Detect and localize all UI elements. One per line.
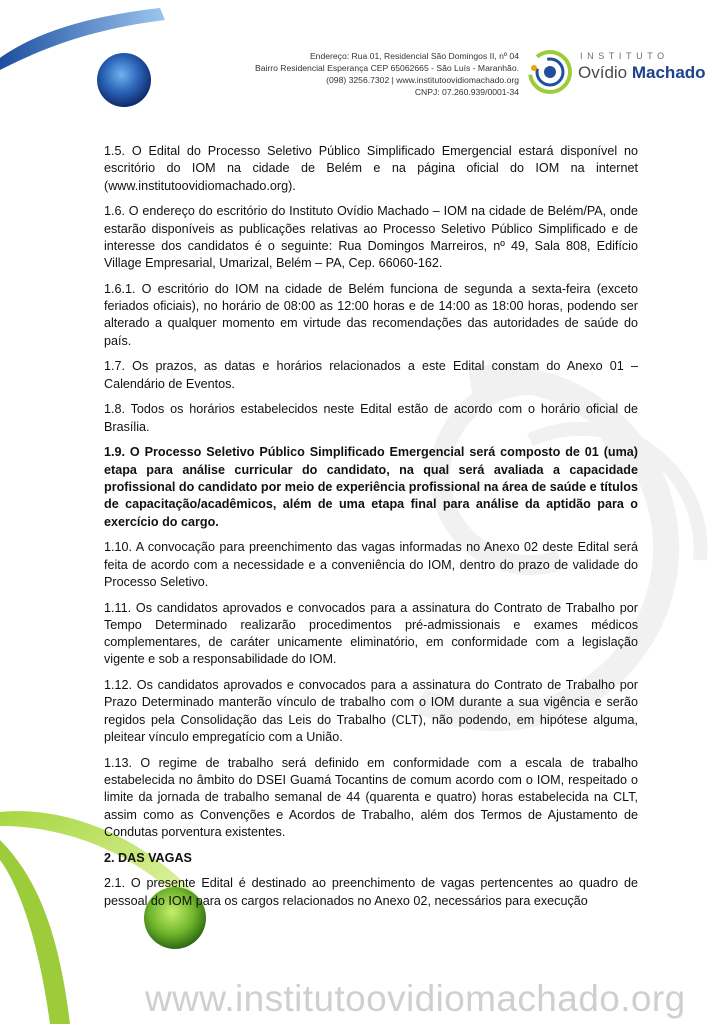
header-address	[189, 50, 519, 98]
paragraph-1-6-1: 1.6.1. O escritório do IOM na cidade de Belém funciona de segunda a sexta-feira (exceto feriados oficiais), no horário de 08:00 as 12:00 horas e de 14:00 as 18:00 horas, podendo ser alterado a qualquer momento em virtude das recomendações das autoridades de saúde do país.	[104, 281, 638, 348]
logo-name-word1: Ovídio	[578, 63, 632, 82]
section-title-vagas: 2. DAS VAGAS	[104, 850, 192, 865]
logo-name-word2: Machado	[631, 63, 706, 82]
paragraph-1-8: 1.8. Todos os horários estabelecidos neste Edital estão de acordo com o horário oficial de Brasília.	[104, 402, 638, 434]
footer-green-arc-lower	[0, 840, 70, 1024]
address-line-1: Endereço: Rua 01, Residencial São Domingos II, nº 04	[309, 51, 519, 61]
paragraph-1-9: 1.9. O Processo Seletivo Público Simplificado Emergencial será composto de 01 (uma) etapa para análise curricular do candidato, na qual será avaliada a capacidade profissional do candidato por meio de experiência profissional na área de saúde e títulos de capacitação/acadêmicos, além de uma etapa final para análise da aptidão para o exercício do cargo.	[104, 445, 638, 529]
address-line-3: (098) 3256.7302 | www.institutoovidiomachado.org	[326, 75, 519, 85]
paragraph-1-11: 1.11. Os candidatos aprovados e convocados para a assinatura do Contrato de Trabalho por Tempo Determinado realizarão procedimentos pré-admissionais e exames médicos complementares, de caráter unicamente eliminatório, em conformidade com a legislação vigente e sob a responsabilidade do IOM.	[104, 600, 638, 667]
paragraph-1-10: 1.10. A convocação para preenchimento das vagas informadas no Anexo 02 deste Edital será feita de acordo com a necessidade e a conveniência do IOM, dentro do prazo de validade do Processo Seletivo.	[104, 540, 638, 589]
paragraph-1-6: 1.6. O endereço do escritório do Instituto Ovídio Machado – IOM na cidade de Belém/PA, onde estarão disponíveis as publicações relativas ao Processo Seletivo Público Simplificado e de interesse dos candidatos é o seguinte: Rua Domingos Marreiros, nº 49, Sala 808, Edifício Village Empresarial, Umarizal, Belém – PA, Cep. 66060-162.	[104, 204, 638, 271]
footer-url-watermark: www.institutoovidiomachado.org	[145, 978, 686, 1019]
paragraph-1-12: 1.12. Os candidatos aprovados e convocados para a assinatura do Contrato de Trabalho por Prazo Determinado manterão vínculo de trabalho com o IOM durante a sua vigência e serão regidos pela Consolidação das Leis do Trabalho (CLT), não podendo, em hipótese alguma, pleitear vínculo empregatício com a União.	[104, 678, 638, 745]
paragraph-1-5: 1.5. O Edital do Processo Seletivo Público Simplificado Emergencial estará disponível no escritório do IOM na cidade de Belém e na página oficial do IOM na internet (www.institutoovidiomachado.org).	[104, 144, 638, 193]
paragraph-1-7: 1.7. Os prazos, as datas e horários relacionados a este Edital constam do Anexo 01 – Calendário de Eventos.	[104, 359, 638, 391]
logo-instituto-text: INSTITUTO	[580, 51, 669, 61]
paragraph-2-1: 2.1. O presente Edital é destinado ao preenchimento de vagas pertencentes ao quadro de pessoal do IOM para os cargos relacionados no Anexo 02, necessários para execução	[104, 876, 638, 908]
logo-name-text	[578, 63, 706, 83]
paragraph-1-13: 1.13. O regime de trabalho será definido em conformidade com a escala de trabalho estabelecida no âmbito do DSEI Guamá Tocantins de comum acordo com o IOM, respeitado o limite da jornada de trabalho semanal de 44 (quarenta e quatro) horas estabelecida na CLT, assim como as Convenções e Acordos de Trabalho, além dos Termos de Ajustamento de Condutas porventura existentes.	[104, 755, 638, 839]
address-line-4: CNPJ: 07.260.939/0001-34	[414, 87, 519, 97]
institute-logo	[526, 48, 706, 96]
concentric-circles-logo-icon	[526, 48, 574, 96]
header-blue-ball	[97, 53, 151, 107]
address-line-2: Bairro Residencial Esperança CEP 65062665 - São Luís - Maranhão.	[254, 63, 519, 73]
document-body	[104, 143, 638, 918]
